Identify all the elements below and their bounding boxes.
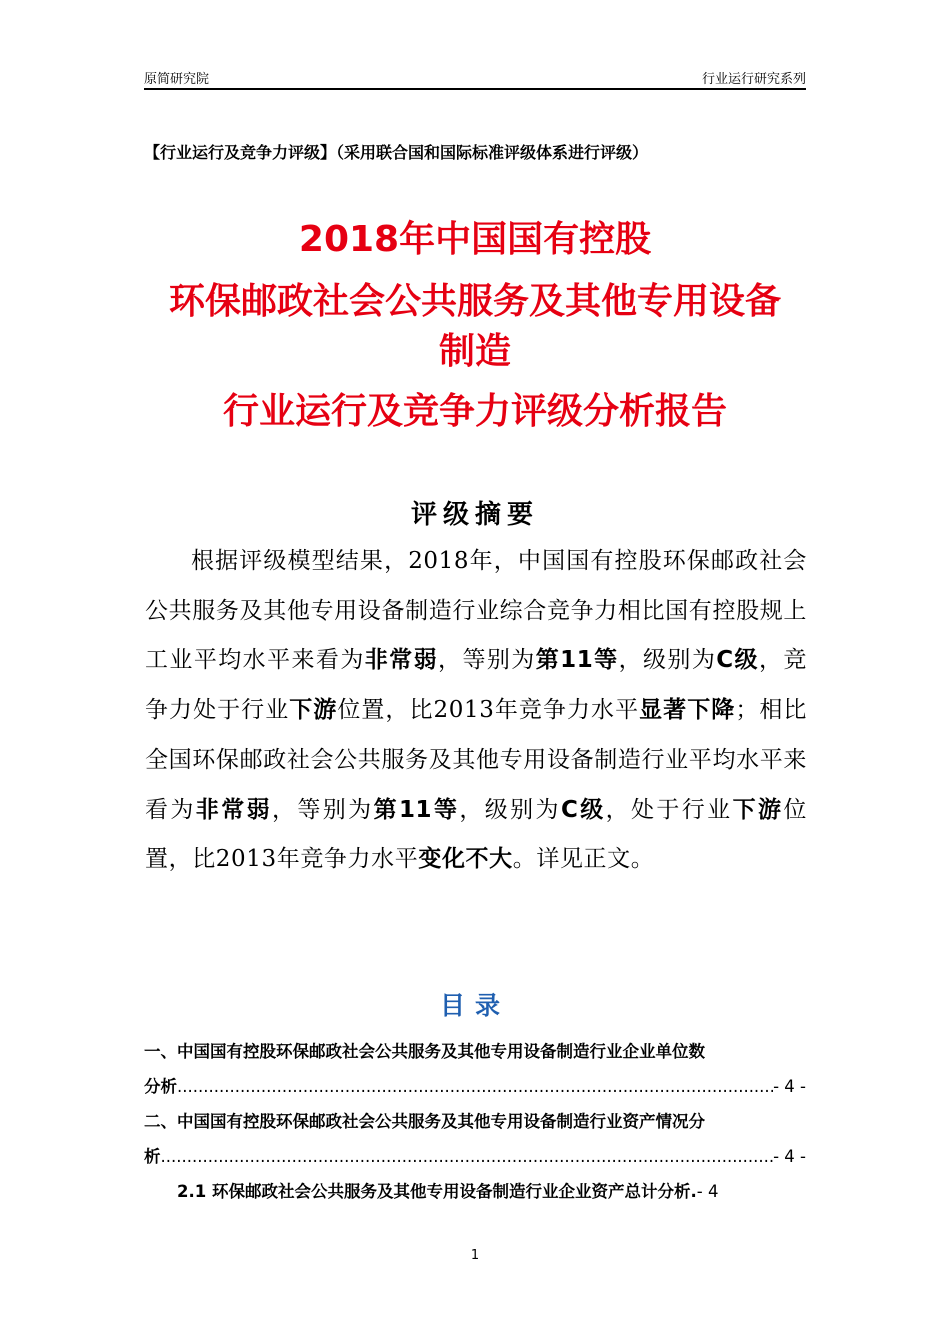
emphasis-text: 显著下降 xyxy=(639,697,736,724)
header-left: 原简研究院 xyxy=(144,72,210,87)
header-right: 行业运行研究系列 xyxy=(701,72,806,87)
body-text: 位置，比2013年竞争力水平 xyxy=(145,796,807,873)
title-line-2: 环保邮政社会公共服务及其他专用设备 xyxy=(168,281,781,322)
body-text: ，处于行业 xyxy=(605,796,733,823)
title-line-3: 制造 xyxy=(438,331,511,372)
tagline: 【行业运行及竞争力评级】（采用联合国和国际标准评级体系进行评级） xyxy=(144,143,649,162)
body-text: ，等别为 xyxy=(271,796,374,823)
emphasis-text: C级 xyxy=(716,647,759,674)
body-text: ，级别为 xyxy=(618,647,717,674)
toc-entry-1[interactable]: 分析 ..... - 4 - xyxy=(144,1069,806,1104)
body-text: ，等别为 xyxy=(438,647,536,674)
toc-entry-2-line1[interactable]: 二、中国国有控股环保邮政社会公共服务及其他专用设备制造行业资产情况分 xyxy=(144,1112,705,1131)
toc-entry-2-1[interactable]: 2.1 环保邮政社会公共服务及其他专用设备制造行业企业资产总计分析. - 4 xyxy=(144,1174,806,1209)
dot-leader xyxy=(177,1069,773,1104)
summary-heading: 评级摘要 xyxy=(410,500,539,530)
body-text: ，级别为 xyxy=(459,796,561,823)
title-line-4: 行业运行及竞争力评级分析报告 xyxy=(222,391,727,432)
emphasis-text: 下游 xyxy=(732,796,784,823)
header-divider xyxy=(144,88,806,90)
body-text: ，竞争力处于行业 xyxy=(145,647,807,724)
emphasis-text: 下游 xyxy=(289,697,338,724)
toc-page: - 4 xyxy=(696,1182,719,1201)
toc-heading: 目录 xyxy=(439,991,510,1020)
body-text: 根据评级模型结果，2018年，中国国有控股环保邮政社会公共服务及其他专用设备制造行业综合竞争力相比国有控股规上工业平均水平来看为 xyxy=(145,548,807,674)
body-text: 。详见正文。 xyxy=(512,846,655,873)
emphasis-text: 变化不大 xyxy=(418,846,513,873)
toc-page: - 4 - xyxy=(773,1147,806,1166)
emphasis-text: 第11等 xyxy=(535,647,619,674)
page-number: 1 xyxy=(470,1248,480,1263)
emphasis-text: 第11等 xyxy=(373,796,460,823)
toc-entry-2[interactable]: 析 ..... - 4 - xyxy=(144,1139,806,1174)
emphasis-text: 非常弱 xyxy=(364,647,439,674)
title-line-1: 2018年中国国有控股 xyxy=(298,219,652,260)
dot-leader xyxy=(161,1139,774,1174)
summary-paragraph xyxy=(145,537,807,885)
toc-entry-1-line1[interactable]: 一、中国国有控股环保邮政社会公共服务及其他专用设备制造行业企业单位数 xyxy=(144,1042,705,1061)
emphasis-text: 非常弱 xyxy=(195,796,272,823)
body-text: 位置，比2013年竞争力水平 xyxy=(337,697,640,724)
table-of-contents xyxy=(144,1034,806,1209)
page-header xyxy=(144,68,806,87)
toc-page: - 4 - xyxy=(773,1077,806,1096)
body-text: ；相比全国环保邮政社会公共服务及其他专用设备制造行业平均水平来看为 xyxy=(145,697,807,823)
emphasis-text: C级 xyxy=(560,796,606,823)
